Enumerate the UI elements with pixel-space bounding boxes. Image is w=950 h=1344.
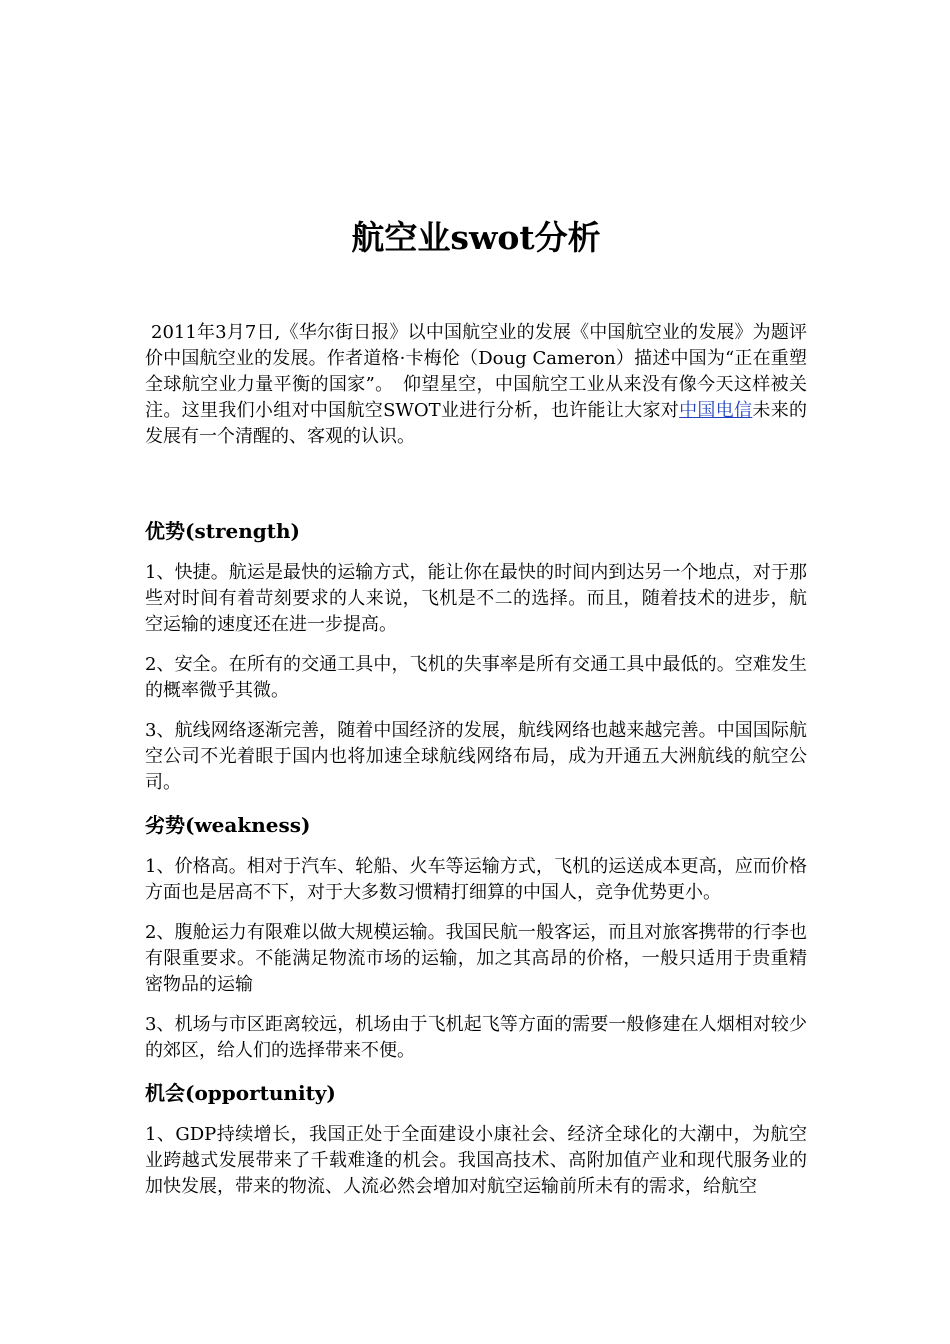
document-title: 航空业swot分析	[351, 218, 601, 257]
intro-paragraph	[145, 320, 807, 450]
strength-paragraph-3: 3、航线网络逐渐完善，随着中国经济的发展，航线网络也越来越完善。中国国际航空公司不光着眼于国内也将加速全球航线网络布局，成为开通五大洲航线的航空公司。	[145, 720, 807, 793]
strength-paragraph-2: 2、安全。在所有的交通工具中，飞机的失事率是所有交通工具中最低的。空难发生的概率微乎其微。	[145, 654, 807, 701]
intro-text-after-link: 未来的发展有一个清醒的、客观的认识。	[145, 400, 808, 447]
weakness-paragraph-3: 3、机场与市区距离较远，机场由于飞机起飞等方面的需要一般修建在人烟相对较少的郊区，给人们的选择带来不便。	[145, 1014, 807, 1061]
document-body	[145, 320, 807, 1200]
intro-text-before-link: 2011年3月7日,《华尔街日报》以中国航空业的发展《中国航空业的发展》为题评价中国航空业的发展。作者道格·卡梅伦（Doug Cameron）描述中国为“正在重塑全球航空业力量平衡的国家”。 仰望星空，中国航空工业从来没有像今天这样被关注。这里我们小组对中国航空SWOT业进行分析，也许能让大家对	[145, 322, 807, 421]
strength-paragraph-1: 1、快捷。航运是最快的运输方式，能让你在最快的时间内到达另一个地点，对于那些对时间有着苛刻要求的人来说，飞机是不二的选择。而且，随着技术的进步，航空运输的速度还在进一步提高。	[145, 562, 807, 635]
weakness-paragraph-1: 1、价格高。相对于汽车、轮船、火车等运输方式，飞机的运送成本更高，应而价格方面也是居高不下，对于大多数习惯精打细算的中国人，竞争优势更小。	[145, 856, 807, 903]
weakness-paragraph-2: 2、腹舱运力有限难以做大规模运输。我国民航一般客运，而且对旅客携带的行李也有限重要求。不能满足物流市场的运输，加之其高昂的价格，一般只适用于贵重精密物品的运输	[145, 922, 807, 995]
opportunity-paragraph-1: 1、GDP持续增长，我国正处于全面建设小康社会、经济全球化的大潮中，为航空业跨越式发展带来了千载难逢的机会。我国高技术、高附加值产业和现代服务业的加快发展，带来的物流、人流必然会增加对航空运输前所未有的需求，给航空	[145, 1124, 807, 1197]
section-heading-opportunity: 机会(opportunity)	[145, 1081, 336, 1105]
china-telecom-link[interactable]: 中国电信	[679, 400, 753, 421]
section-heading-strength: 优势(strength)	[145, 519, 300, 543]
section-heading-weakness: 劣势(weakness)	[145, 813, 311, 837]
